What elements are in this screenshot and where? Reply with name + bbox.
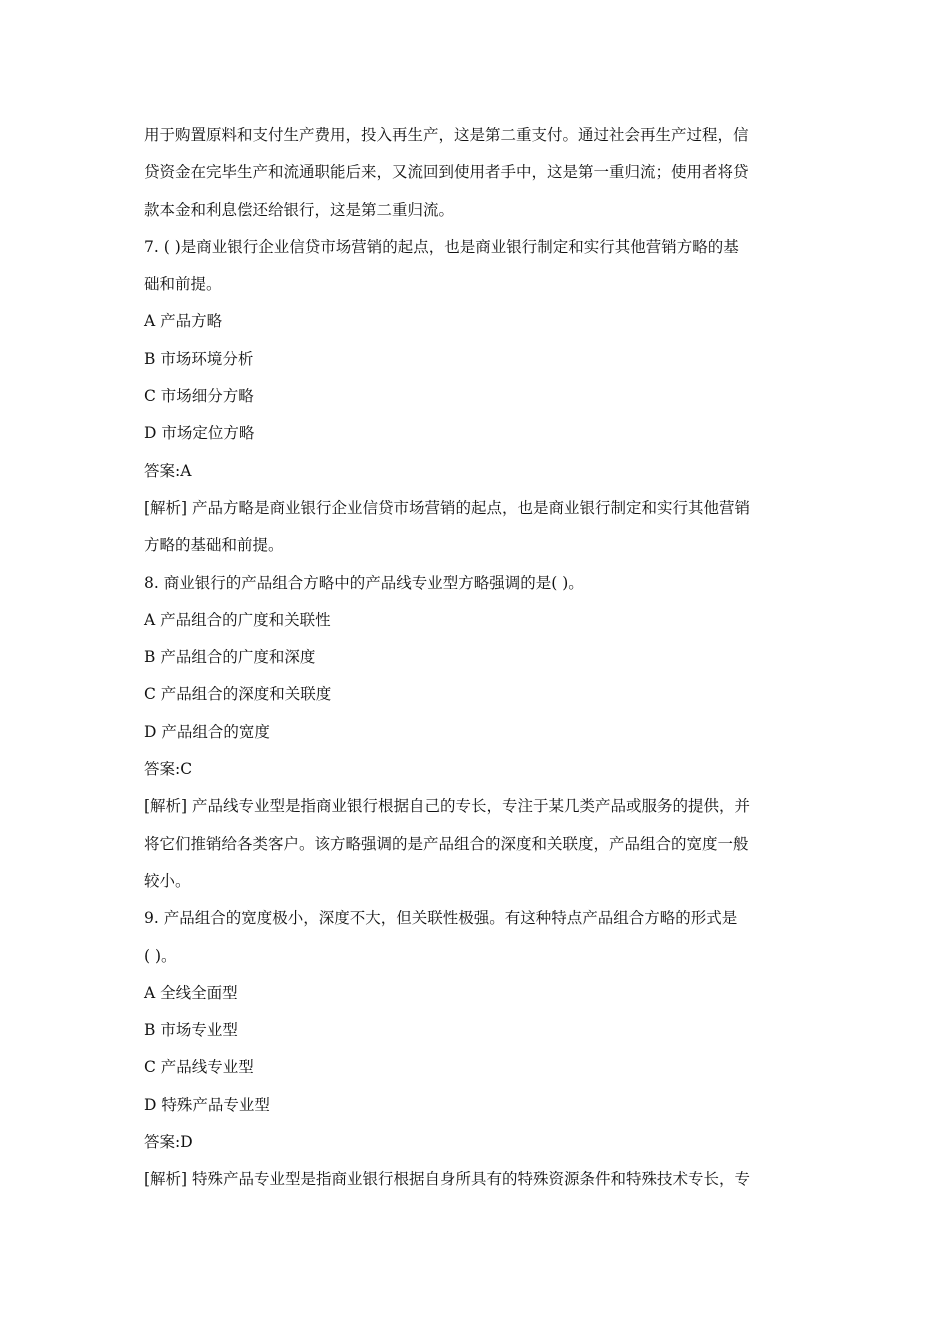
option-b: B 产品组合的广度和深度	[144, 648, 316, 667]
question-stem-line: 础和前提。	[144, 275, 222, 294]
option-d: D 市场定位方略	[144, 424, 255, 443]
option-a: A 全线全面型	[144, 983, 238, 1002]
analysis-line: [解析] 产品方略是商业银行企业信贷市场营销的起点，也是商业银行制定和实行其他营销	[144, 498, 751, 517]
question-7	[144, 229, 808, 565]
intro-paragraph	[144, 117, 808, 229]
question-stem-line: 7. ( )是商业银行企业信贷市场营销的起点，也是商业银行制定和实行其他营销方略的基	[144, 237, 739, 256]
answer: 答案:D	[144, 1133, 193, 1152]
analysis-line: 将它们推销给各类客户。该方略强调的是产品组合的深度和关联度，产品组合的宽度一般	[144, 834, 749, 853]
option-b: B 市场专业型	[144, 1021, 238, 1040]
option-c: C 市场细分方略	[144, 387, 254, 406]
analysis-line: 较小。	[144, 871, 191, 890]
option-c: C 产品组合的深度和关联度	[144, 685, 332, 704]
option-d: D 特殊产品专业型	[144, 1095, 270, 1114]
option-c: C 产品线专业型	[144, 1058, 254, 1077]
analysis-line: [解析] 特殊产品专业型是指商业银行根据自身所具有的特殊资源条件和特殊技术专长，专	[144, 1170, 751, 1189]
analysis-line: [解析] 产品线专业型是指商业银行根据自己的专长，专注于某几类产品或服务的提供，并	[144, 797, 751, 816]
analysis-line: 方略的基础和前提。	[144, 536, 284, 555]
question-8	[144, 565, 808, 901]
text-line: 款本金和利息偿还给银行，这是第二重归流。	[144, 200, 455, 219]
option-a: A 产品组合的广度和关联性	[144, 610, 331, 629]
question-stem-line: 8. 商业银行的产品组合方略中的产品线专业型方略强调的是( )。	[144, 573, 584, 592]
option-b: B 市场环境分析	[144, 349, 254, 368]
text-line: 用于购置原料和支付生产费用，投入再生产，这是第二重支付。通过社会再生产过程，信	[144, 126, 749, 144]
text-line: 贷资金在完毕生产和流通职能后来，又流回到使用者手中，这是第一重归流；使用者将贷	[144, 163, 749, 182]
page-content	[144, 117, 808, 1199]
option-d: D 产品组合的宽度	[144, 722, 270, 741]
question-stem-line: 9. 产品组合的宽度极小，深度不大，但关联性极强。有这种特点产品组合方略的形式是	[144, 909, 738, 928]
question-9	[144, 900, 808, 1198]
question-stem-line: ( )。	[144, 946, 177, 965]
answer: 答案:C	[144, 760, 193, 779]
option-a: A 产品方略	[144, 312, 223, 331]
answer: 答案:A	[144, 461, 192, 480]
